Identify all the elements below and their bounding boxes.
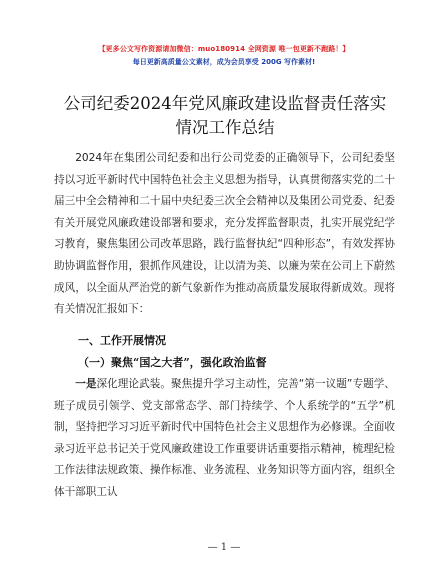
subsection-heading-1: （一）聚焦“国之大者”，强化政治监督	[78, 356, 267, 369]
paragraph-1	[54, 374, 395, 504]
paragraph-1-text: 深化理论武装。聚焦提升学习主动性，完善“第一议题”专题学、班子成员引领学、党支部常态学、部门持续学、个人系统学的“五学”机制，坚持把学习习近平新时代中国特色社会主义思想作为必修课。全面收录习近平总书记关于党风廉政建设工作重要讲话重要指示精神，梳理纪检工作法律法规政策、操作标准、业务流程、业务知识等方面内容，组织全体干部职工认	[54, 378, 395, 498]
page-number: — 1 —	[207, 542, 241, 553]
section-heading-1: 一、工作开展情况	[78, 334, 166, 347]
promo-banner-line1: 【更多公文写作资源请加微信：muo180914 全网资源 唯一包更新不跑路！】	[98, 45, 350, 53]
intro-paragraph-block	[54, 148, 395, 321]
document-title: 公司纪委2024年党风廉政建设监督责任落实情况工作总结	[63, 94, 387, 137]
intro-paragraph: 2024年在集团公司纪委和出行公司党委的正确领导下，公司纪委坚持以习近平新时代中国特色社会主义思想为指导，认真贯彻落实党的二十届三中全会精神和二十届中央纪委三次全会精神以及集团公司党委、纪委有关开展党风廉政建设部署和要求，充分发挥监督职责，扎实开展党纪学习教育，聚焦集团公司改革思路，践行监督执纪“四种形态”，有效发挥协助协调监督作用，狠抓作风建设，让以清为美、以廉为荣在公司上下蔚然成风，以全面从严治党的新气象新作为推动高质量发展取得新成效。现将有关情况汇报如下：	[54, 152, 395, 316]
paragraph-1-lead: 一是	[75, 378, 97, 390]
paragraph-block-1	[54, 374, 395, 504]
promo-banner-line2: 每日更新高质量公文素材，成为会员享受 200G 写作素材!	[132, 58, 316, 66]
